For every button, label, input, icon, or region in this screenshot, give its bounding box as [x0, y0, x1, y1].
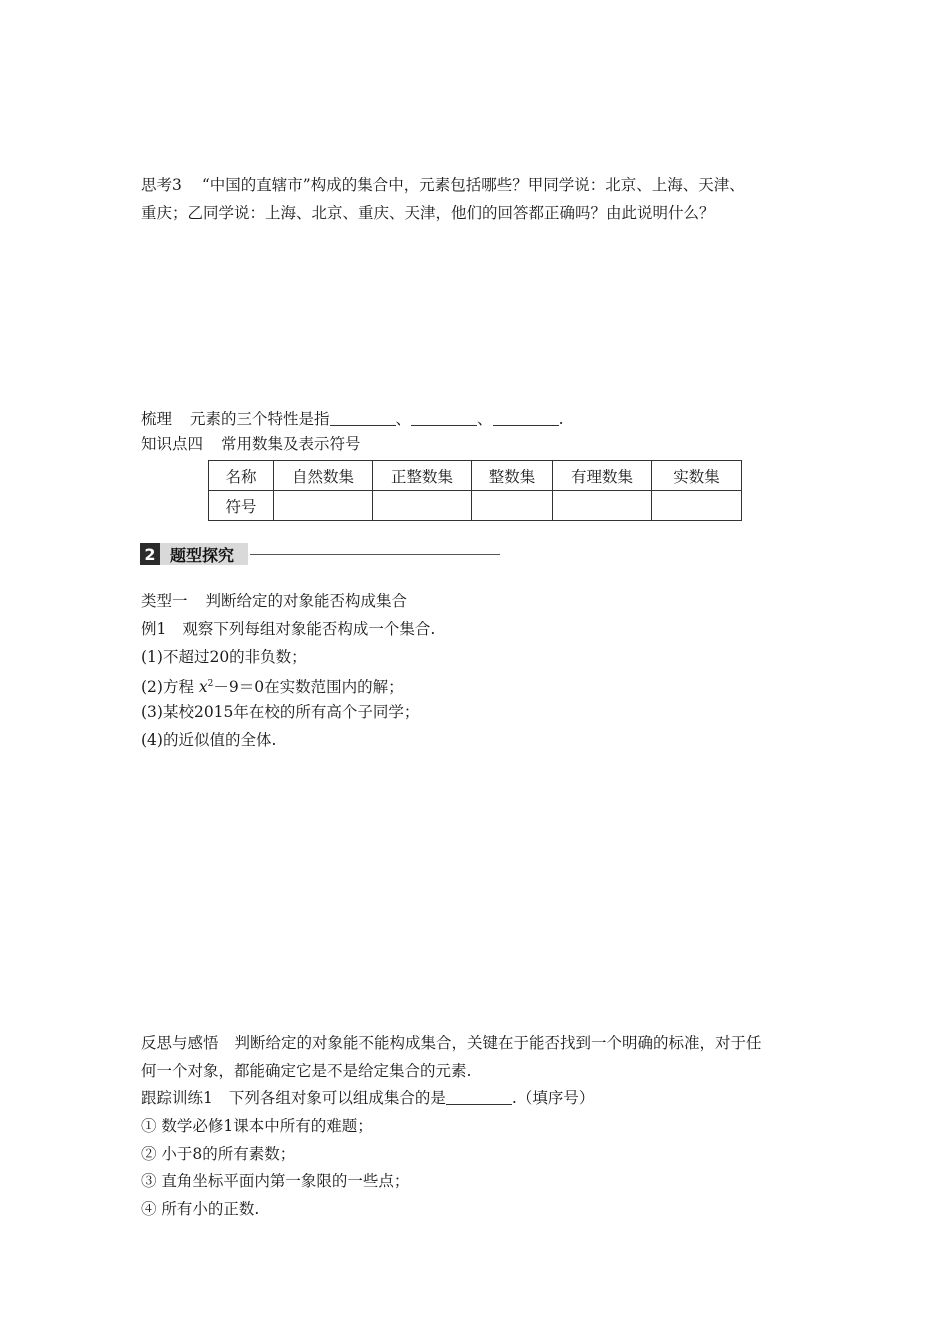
table-cell: 实数集	[652, 461, 742, 491]
example1-item-2	[141, 674, 404, 697]
reflection-line2: 何一个对象，都能确定它是不是给定集合的元素.	[141, 1062, 472, 1080]
reflection-label: 反思与感悟	[141, 1034, 219, 1052]
table-cell-empty	[553, 491, 652, 521]
table-cell: 名称	[209, 461, 274, 491]
example1-prompt: 观察下列每组对象能否构成一个集合.	[182, 620, 436, 638]
table-cell-empty	[472, 491, 553, 521]
number-set-table	[208, 460, 742, 521]
reflection-line1	[141, 1033, 762, 1053]
practice1-suffix: .（填序号）	[511, 1089, 595, 1107]
practice1-label: 跟踪训练1	[141, 1089, 213, 1107]
table-cell: 有理数集	[553, 461, 652, 491]
think3-text-1: “中国的直辖市”构成的集合中，元素包括哪些？甲同学说：北京、上海、天津、	[201, 176, 745, 194]
practice1-line	[141, 1088, 594, 1108]
think3-label: 思考3	[141, 176, 182, 194]
example1-line	[141, 619, 435, 639]
exponent: 2	[207, 679, 214, 689]
answer-blank	[446, 1090, 512, 1105]
section-header	[140, 543, 500, 565]
example1-label: 例1	[141, 620, 167, 638]
practice1-prompt: 下列各组对象可以组成集合的是	[228, 1089, 446, 1107]
table-cell: 整数集	[472, 461, 553, 491]
type1-title: 判断给定的对象能否构成集合	[205, 592, 408, 610]
separator: 、	[395, 410, 412, 428]
knowledge4-line	[141, 434, 361, 454]
item-text: (2)方程	[141, 678, 199, 696]
table-header-row	[209, 461, 742, 491]
example1-item-3: (3)某校2015年在校的所有高个子同学；	[141, 703, 420, 721]
practice1-item-1: ① 数学必修1课本中所有的难题；	[141, 1117, 373, 1135]
section-rule	[250, 554, 500, 555]
knowledge4-title: 常用数集及表示符号	[221, 435, 361, 453]
think3-line1	[141, 175, 745, 195]
table-cell-empty	[274, 491, 373, 521]
reflection-text-1: 判断给定的对象能不能构成集合，关键在于能否找到一个明确的标准，对于任	[234, 1034, 762, 1052]
table-symbol-row	[209, 491, 742, 521]
section-number-badge: 2	[140, 543, 160, 565]
separator: 、	[477, 410, 493, 428]
table-cell: 符号	[209, 491, 274, 521]
practice1-item-4: ④ 所有小的正数.	[141, 1200, 260, 1218]
practice1-item-3: ③ 直角坐标平面内第一象限的一些点；	[141, 1172, 410, 1190]
summary-label: 梳理	[141, 410, 173, 428]
table-cell-empty	[373, 491, 472, 521]
type1-label: 类型一	[141, 592, 188, 610]
item-text: －9＝0在实数范围内的解；	[213, 678, 404, 696]
blank-1	[330, 411, 396, 426]
practice1-item-2: ② 小于8的所有素数；	[141, 1145, 296, 1163]
section-title: 题型探究	[160, 543, 248, 565]
period: .	[558, 410, 564, 428]
table-cell: 正整数集	[373, 461, 472, 491]
summary-text: 元素的三个特性是指	[190, 410, 330, 428]
variable-x: x	[198, 678, 208, 696]
knowledge4-label: 知识点四	[141, 435, 204, 453]
table-cell: 自然数集	[274, 461, 373, 491]
think3-line2: 重庆；乙同学说：上海、北京、重庆、天津，他们的回答都正确吗？由此说明什么？	[141, 204, 715, 222]
blank-2	[411, 411, 477, 426]
table-cell-empty	[652, 491, 742, 521]
example1-item-4: (4)的近似值的全体.	[141, 731, 277, 749]
example1-item-1: (1)不超过20的非负数；	[141, 648, 307, 666]
summary-line	[141, 409, 564, 429]
blank-3	[493, 411, 559, 426]
type1-line	[141, 591, 407, 611]
